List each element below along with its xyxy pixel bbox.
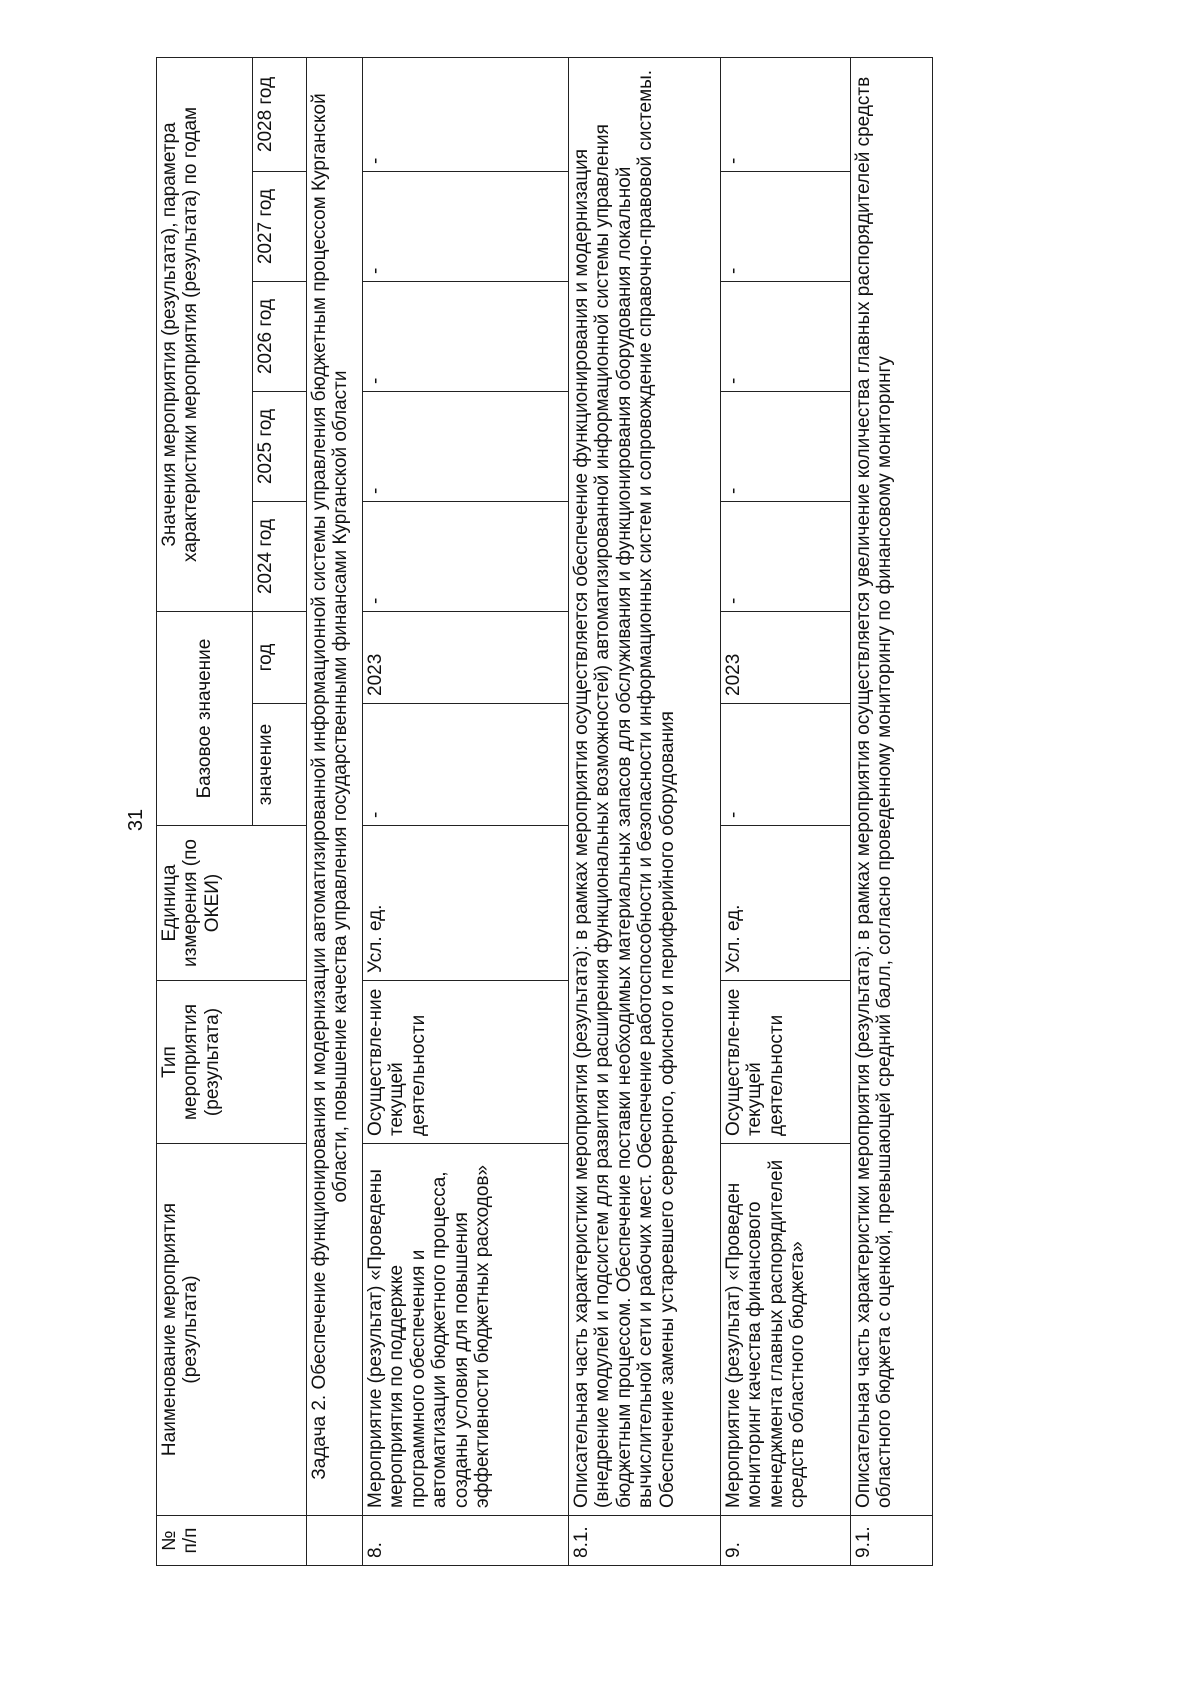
- row-value-2027: -: [363, 172, 569, 282]
- header-year-2028: 2028 год: [253, 57, 307, 171]
- row-value-2025: -: [363, 392, 569, 502]
- row-value-2026: -: [721, 282, 851, 392]
- header-row-1: [157, 57, 253, 1565]
- header-year-2026: 2026 год: [253, 282, 307, 392]
- desc-text: Описательная часть характеристики мероприятия (результата): в рамках мероприятия осуществляется обеспечение функционирования и модернизация (внедрение модулей и подсистем для развития и расширения функциональных возможностей) автоматизированной информационной системы управления бюджетным процессом. Обеспечение поставки необходимых материальных запасов для обслуживания и функционирования оборудования локальной вычислительной сети и рабочих мест. Обеспечение работоспособности и безопасности информационных систем и сопровождение справочно-правовой системы. Обеспечение замены устаревшего серверного, офисного и периферийного оборудования: [569, 57, 721, 1515]
- description-row: [851, 57, 933, 1565]
- row-base-year: 2023: [363, 612, 569, 704]
- desc-num: 8.1.: [569, 1516, 721, 1566]
- header-base-value: значение: [253, 704, 307, 826]
- header-year-2024: 2024 год: [253, 502, 307, 612]
- page-number: 31: [125, 808, 147, 832]
- row-base-year: 2023: [721, 612, 851, 704]
- row-name: Мероприятие (результат) «Проведены мероприятия по поддержке программного обеспечения и автоматизации бюджетного процесса, созданы условия для повышения эффективности бюджетных расходов»: [363, 1144, 569, 1516]
- row-value-2028: -: [721, 57, 851, 171]
- row-name: Мероприятие (результат) «Проведен мониторинг качества финансового менеджмента главных распорядителей средств областного бюджета»: [721, 1144, 851, 1516]
- rotated-table-container: [156, 58, 986, 1566]
- row-type: Осуществле-ние текущей деятельности: [721, 981, 851, 1144]
- description-row: [569, 57, 721, 1565]
- header-values: Значения мероприятия (результата), параметра характеристики мероприятия (результата) по годам: [157, 57, 253, 611]
- row-base-value: -: [363, 704, 569, 826]
- row-base-value: -: [721, 704, 851, 826]
- row-num: 9.: [721, 1516, 851, 1566]
- header-unit: Единица измерения (по ОКЕИ): [157, 826, 307, 981]
- header-year-2027: 2027 год: [253, 172, 307, 282]
- row-type: Осуществле-ние текущей деятельности: [363, 981, 569, 1144]
- table-row: [721, 57, 851, 1565]
- header-base-year: год: [253, 612, 307, 704]
- row-value-2028: -: [363, 57, 569, 171]
- row-unit: Усл. ед.: [363, 826, 569, 981]
- row-value-2026: -: [363, 282, 569, 392]
- desc-text: Описательная часть характеристики мероприятия (результата): в рамках мероприятия осуществляется увеличение количества главных распорядителей средств областного бюджета с оценкой, превышающей средний балл, согласно проведенному мониторингу по финансовому мониторингу: [851, 57, 933, 1515]
- header-year-2025: 2025 год: [253, 392, 307, 502]
- header-num: № п/п: [157, 1516, 307, 1566]
- task-row: [307, 57, 363, 1565]
- row-value-2024: -: [363, 502, 569, 612]
- row-num: 8.: [363, 1516, 569, 1566]
- activities-table: [156, 57, 933, 1566]
- header-base: Базовое значение: [157, 612, 253, 826]
- header-name: Наименование мероприятия (результата): [157, 1144, 307, 1516]
- header-type: Тип мероприятия (результата): [157, 981, 307, 1144]
- table-row: [363, 57, 569, 1565]
- row-value-2025: -: [721, 392, 851, 502]
- desc-num: 9.1.: [851, 1516, 933, 1566]
- row-value-2027: -: [721, 172, 851, 282]
- row-value-2024: -: [721, 502, 851, 612]
- task-text: Задача 2. Обеспечение функционирования и модернизации автоматизированной информационной системы управления бюджетным процессом Курганской области, повышение качества управления государственными финансами Курганской области: [307, 57, 363, 1515]
- row-unit: Усл. ед.: [721, 826, 851, 981]
